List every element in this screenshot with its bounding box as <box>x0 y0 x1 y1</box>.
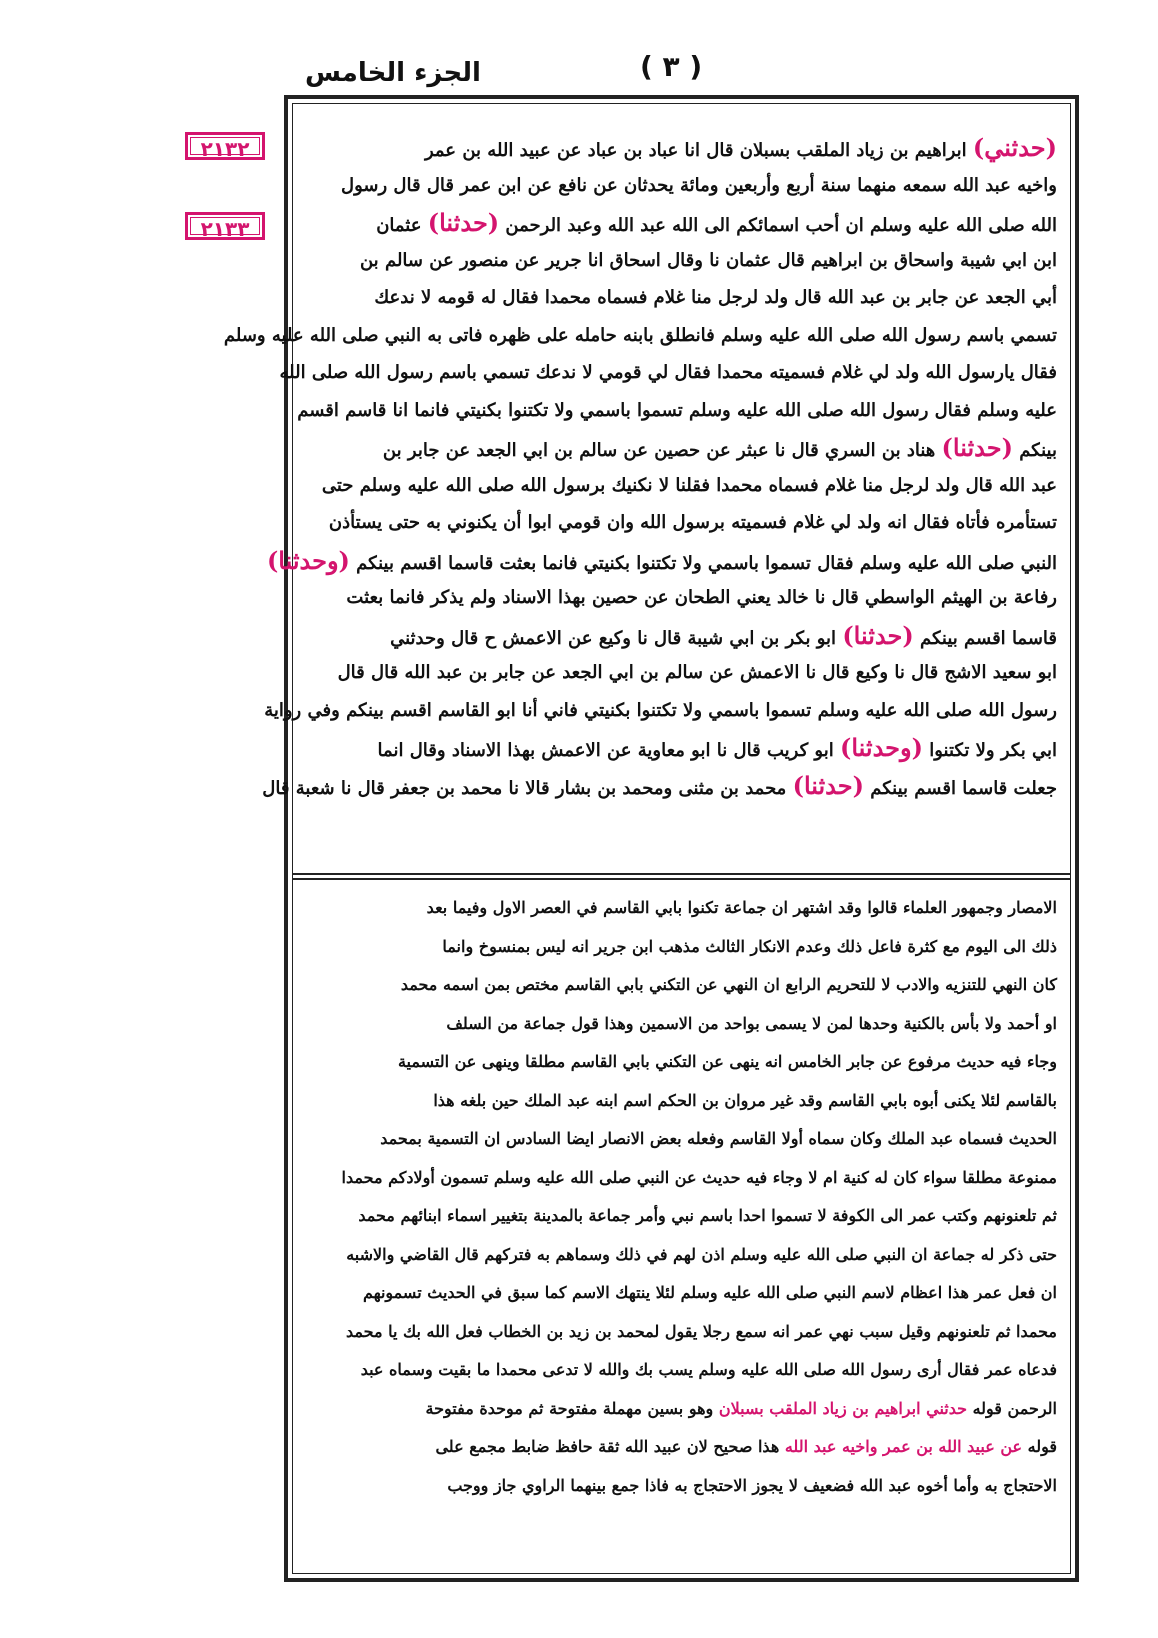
text-segment: تسمي باسم رسول الله صلى الله عليه وسلم فانطلق بابنه حامله على ظهره فاتى به النبي صلى الله عليه وسلم <box>223 324 1057 346</box>
commentary-line <box>306 1043 1057 1082</box>
hadith-line <box>306 729 1057 767</box>
narration-keyword: (حدثني) <box>972 133 1057 162</box>
narration-keyword: (حدثنا) <box>792 770 864 800</box>
quoted-phrase: حدثني ابراهيم بن زياد الملقب بسبلان <box>718 1398 968 1418</box>
text-segment: كان النهي للتنزيه والادب لا للتحريم الرابع ان النهي عن التكني بابي القاسم مختص بمن اسمه محمد <box>400 975 1057 994</box>
text-segment: تستأمره فأتاه فقال انه ولد لي غلام فسميته برسول الله وان قومي ابوا أن يكنوني به حتى يستأذن <box>328 512 1057 533</box>
text-segment: وجاء فيه حديث مرفوع عن جابر الخامس انه ينهى عن التكني بابي القاسم مطلقا وينهى عن التسمية <box>397 1052 1057 1071</box>
commentary-line <box>306 1313 1057 1352</box>
text-segment: جعلت قاسما اقسم بينكم <box>863 777 1057 799</box>
commentary-line <box>306 1005 1057 1044</box>
section-divider <box>292 873 1071 880</box>
hadith-number-badge: ٢١٣٣ <box>185 212 265 240</box>
text-segment: ابراهيم بن زياد الملقب بسبلان قال انا عباد بن عباد عن عبيد الله بن عمر <box>424 140 973 161</box>
text-segment: محمد بن مثنى ومحمد بن بشار قالا نا محمد بن جعفر قال نا شعبة قال <box>262 777 793 799</box>
text-segment: بالقاسم لئلا يكنى أبوه بابي القاسم وقد غير مروان بن الحكم اسم ابنه عبد الملك حين بلغه هذا <box>433 1090 1057 1110</box>
text-segment: النبي صلى الله عليه وسلم فقال تسموا باسمي ولا تكتنوا بكنيتي فانما بعثت قاسما اقسم بينكم <box>349 552 1057 574</box>
text-segment: فقال يارسول الله ولد لي غلام فسميته محمدا فقال لي قومي لا ندعك تسمي باسم رسول الله صلى الله <box>279 362 1057 383</box>
text-segment: حتى ذكر له جماعة ان النبي صلى الله عليه وسلم اذن لهم في ذلك وسماهم به فتركهم قال القاضي والاشبه <box>346 1244 1057 1264</box>
text-segment: الحديث فسماه عبد الملك وكان سماه أولا القاسم وفعله بعض الانصار ايضا السادس ان التسمية بمحمد <box>380 1129 1057 1148</box>
text-segment: بينكم <box>1012 440 1057 461</box>
text-segment: ابن ابي شيبة واسحاق بن ابراهيم قال عثمان نا وقال اسحاق انا جرير عن منصور عن سالم بن <box>359 249 1057 271</box>
text-segment: قوله <box>1022 1437 1057 1456</box>
hadith-line <box>306 279 1057 317</box>
hadith-line <box>279 354 1057 392</box>
hadith-line <box>306 129 1057 167</box>
hadith-line <box>306 167 1057 205</box>
hadith-line <box>306 579 1057 617</box>
hadith-line <box>306 429 1057 467</box>
text-segment: الله صلى الله عليه وسلم ان أحب اسمائكم الى الله عبد الله وعبد الرحمن <box>499 215 1057 236</box>
commentary-line <box>306 1351 1057 1390</box>
narration-keyword: (وحدثنا) <box>266 545 350 575</box>
commentary-line <box>306 966 1057 1005</box>
hadith-line <box>306 617 1057 655</box>
text-segment: ذلك الى اليوم مع كثرة فاعل ذلك وعدم الانكار الثالث مذهب ابن جرير انه ليس بمنسوخ وانما <box>442 936 1057 956</box>
commentary-line <box>306 1428 1057 1467</box>
text-segment: عبد الله قال ولد لرجل منا غلام فسماه محمدا فقلنا لا نكنيك برسول الله صلى الله عليه وسلم حتى <box>321 474 1057 496</box>
page-number: ( ٣ ) <box>640 50 703 83</box>
text-segment: هناد بن السري قال نا عبثر عن حصين عن سالم بن ابي الجعد عن جابر بن <box>382 440 942 461</box>
text-segment: هذا صحيح لان عبيد الله ثقة حافظ ضابط مجمع على <box>435 1437 785 1456</box>
narration-keyword: (وحدثنا) <box>839 733 923 762</box>
commentary-line <box>306 1120 1057 1159</box>
text-segment: عليه وسلم فقال رسول الله صلى الله عليه وسلم تسموا باسمي ولا تكتنوا بكنيتي فانما انا قاسم اقسم <box>297 399 1057 421</box>
commentary-text <box>306 889 1057 1505</box>
hadith-line <box>297 392 1057 430</box>
hadith-line <box>262 767 1057 805</box>
text-segment: ممنوعة مطلقا سواء كان له كنية ام لا وجاء فيه حديث عن النبي صلى الله عليه وسلم تسمون أولادكم محمدا <box>341 1167 1057 1187</box>
commentary-line <box>306 1159 1057 1198</box>
text-segment: الامصار وجمهور العلماء قالوا وقد اشتهر ان جماعة تكنوا بابي القاسم في العصر الاول وفيما بعد <box>426 898 1057 917</box>
narration-keyword: (حدثنا) <box>941 433 1013 462</box>
commentary-line <box>306 1236 1057 1275</box>
text-segment: الاحتجاج به وأما أخوه عبد الله فضعيف لا يجوز الاحتجاج به فاذا جمع بينهما الراوي جاز ووجب <box>447 1475 1057 1495</box>
hadith-line <box>306 242 1057 280</box>
hadith-line <box>306 467 1057 505</box>
commentary-line <box>306 1390 1057 1429</box>
text-segment: ابو كريب قال نا ابو معاوية عن الاعمش بهذا الاسناد وقال انما <box>377 740 840 761</box>
hadith-line <box>223 317 1057 355</box>
text-segment: فدعاه عمر فقال أرى رسول الله صلى الله عليه وسلم يسب بك والله لا تدعى محمدا ما بقيت وسماه عبد <box>360 1360 1057 1379</box>
commentary-line <box>306 1274 1057 1313</box>
text-segment: رفاعة بن الهيثم الواسطي قال نا خالد يعني الطحان عن حصين بهذا الاسناد ولم يذكر فانما بعثت <box>346 587 1057 608</box>
text-segment: محمدا ثم تلعنونهم وقيل سبب نهي عمر انه سمع رجلا يقول لمحمد بن زيد بن الخطاب فعل الله بك يا محمد <box>346 1321 1057 1341</box>
hadith-line <box>306 654 1057 692</box>
volume-title: الجزء الخامس <box>305 58 481 88</box>
commentary-line <box>306 889 1057 928</box>
text-segment: ان فعل عمر هذا اعظام لاسم النبي صلى الله عليه وسلم لئلا ينتهك الاسم كما سبق في الحديث تسمونهم <box>362 1283 1057 1302</box>
text-segment: ابو سعيد الاشج قال نا وكيع قال نا الاعمش عن سالم بن ابي الجعد عن جابر بن عبد الله قال قال <box>337 662 1057 683</box>
narration-keyword: (حدثنا) <box>427 208 500 237</box>
text-segment: عثمان <box>376 215 428 236</box>
text-segment: رسول الله صلى الله عليه وسلم تسموا باسمي ولا تكتنوا بكنيتي فاني أنا ابو القاسم اقسم بينكم وفي رواية <box>264 699 1057 721</box>
hadith-line <box>306 204 1057 242</box>
quoted-phrase: عن عبيد الله بن عمر واخيه عبد الله <box>784 1437 1023 1456</box>
text-segment: او أحمد ولا بأس بالكنية وحدها لمن لا يسمى بواحد من الاسمين وهذا قول جماعة من السلف <box>446 1013 1057 1033</box>
text-segment: قاسما اقسم بينكم <box>913 627 1057 649</box>
commentary-line <box>306 1197 1057 1236</box>
narration-keyword: (حدثنا) <box>842 620 914 650</box>
text-segment: واخيه عبد الله سمعه منهما سنة أربع وأربعين ومائة يحدثان عن نافع عن ابن عمر قال قال رسول <box>340 174 1057 196</box>
text-segment: ثم تلعنونهم وكتب عمر الى الكوفة لا تسموا احدا باسم نبي وأمر جماعة بالمدينة بتغيير اسماء ابنائهم محمد <box>358 1206 1057 1225</box>
commentary-line <box>306 928 1057 967</box>
text-segment: أبي الجعد عن جابر بن عبد الله قال ولد لرجل منا غلام فسماه محمدا فقال له قومه لا ندعك <box>374 287 1057 308</box>
commentary-line <box>306 1467 1057 1506</box>
text-segment: الرحمن قوله <box>967 1398 1057 1418</box>
text-segment: ابو بكر بن ابي شيبة قال نا وكيع عن الاعمش ح قال وحدثني <box>390 627 843 649</box>
commentary-line <box>306 1082 1057 1121</box>
hadith-line <box>264 692 1057 730</box>
hadith-line <box>266 542 1057 580</box>
text-segment: ابي بكر ولا تكتنوا <box>922 740 1057 761</box>
hadith-number-badge: ٢١٣٢ <box>185 132 265 160</box>
hadith-line <box>306 504 1057 542</box>
text-segment: وهو بسين مهملة مفتوحة ثم موحدة مفتوحة <box>425 1398 719 1418</box>
